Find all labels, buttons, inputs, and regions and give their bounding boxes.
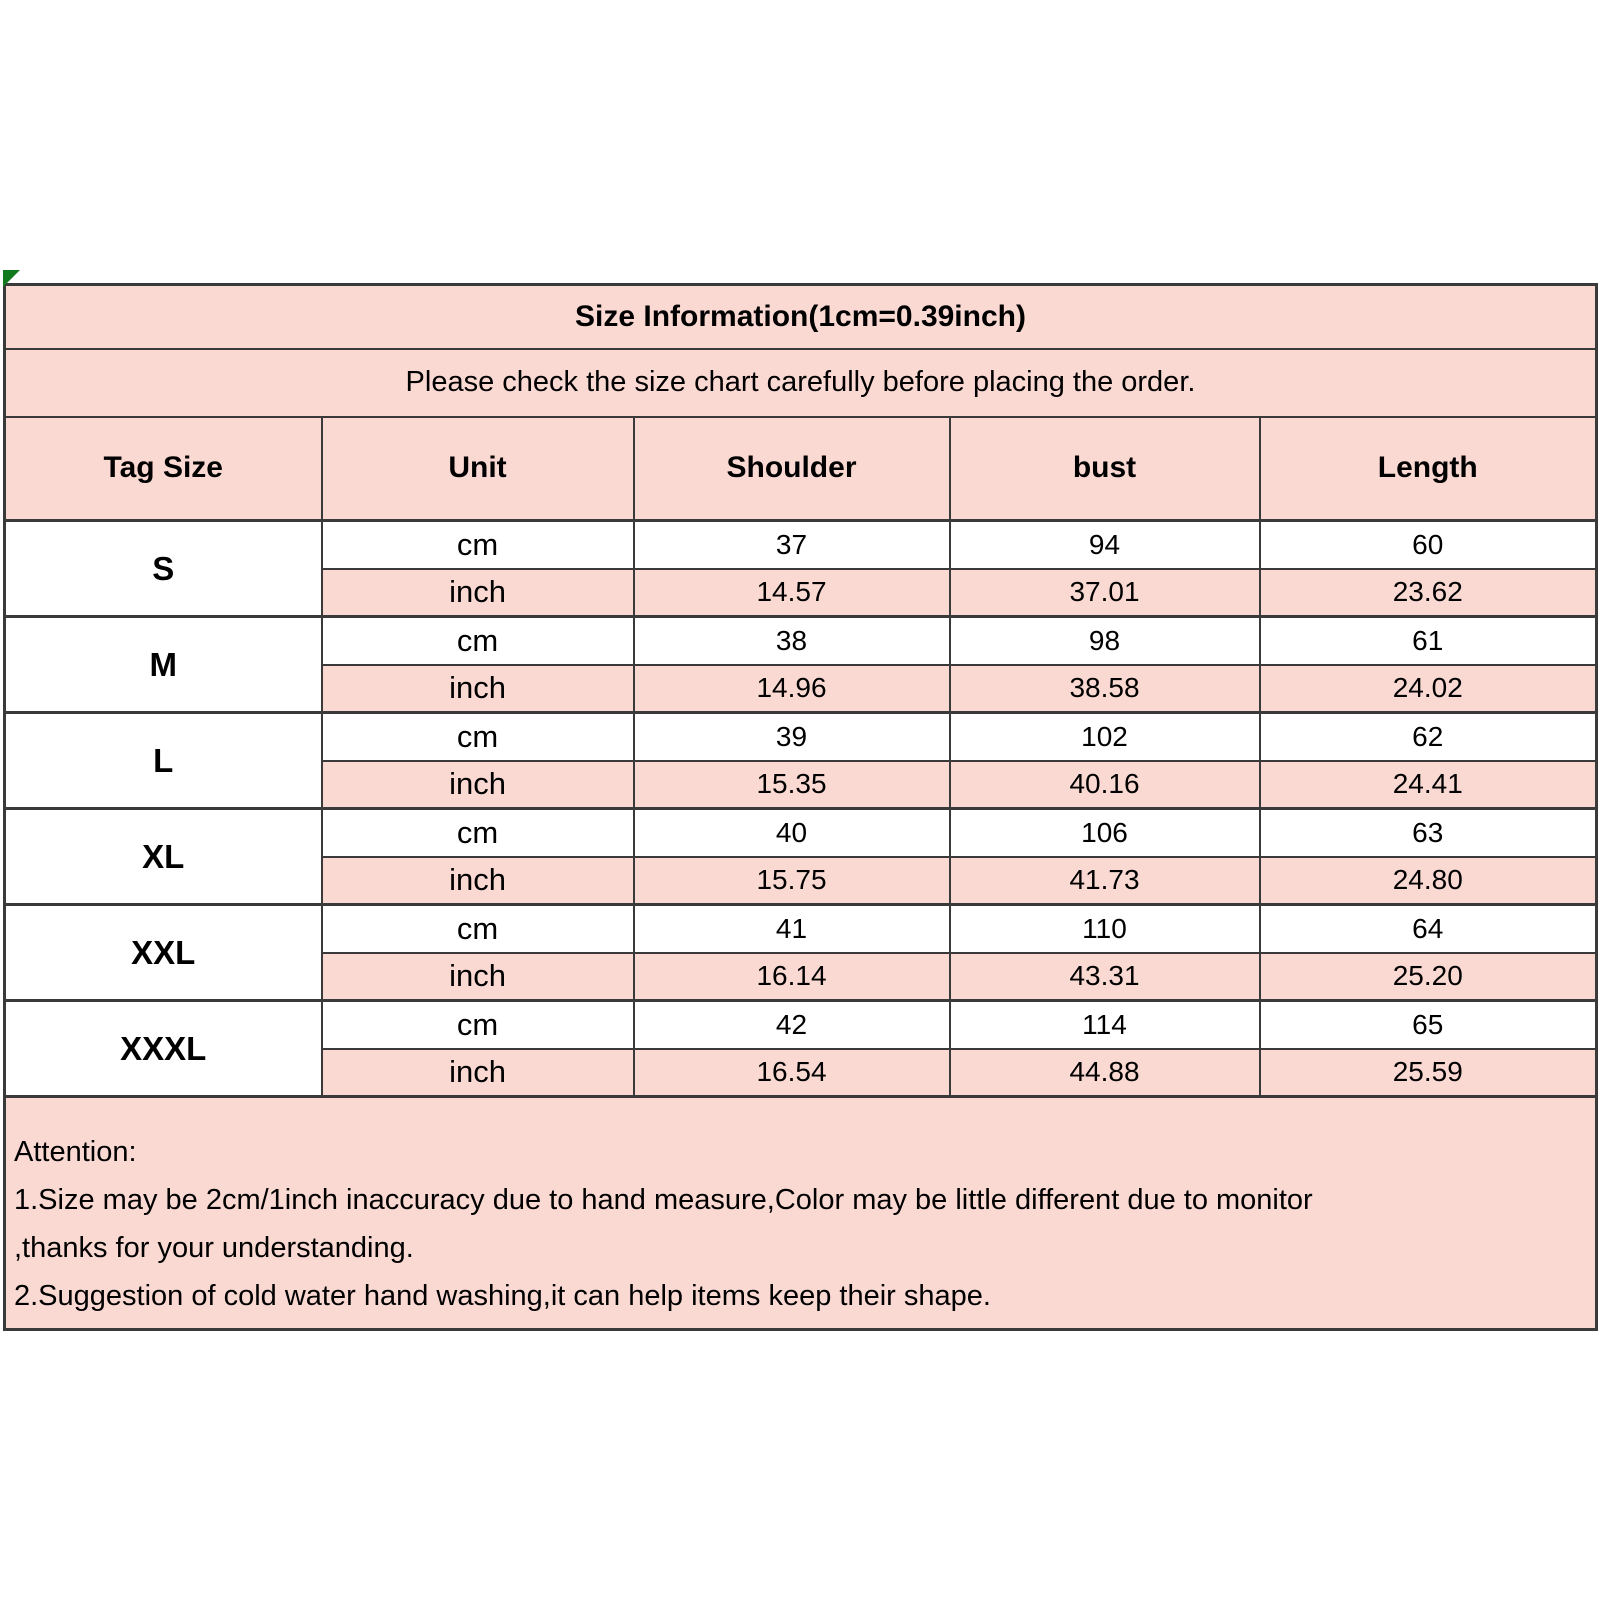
measurement-cell: 40: [634, 809, 950, 857]
unit-cell: cm: [322, 521, 634, 569]
measurement-cell: 37.01: [950, 569, 1260, 617]
measurement-cell: 24.80: [1260, 857, 1597, 905]
measurement-cell: 38.58: [950, 665, 1260, 713]
measurement-cell: 64: [1260, 905, 1597, 953]
measurement-cell: 16.54: [634, 1049, 950, 1097]
measurement-cell: 15.35: [634, 761, 950, 809]
unit-cell: cm: [322, 905, 634, 953]
measurement-cell: 63: [1260, 809, 1597, 857]
column-header-unit: Unit: [322, 417, 634, 521]
size-label: L: [5, 713, 322, 809]
size-table: [3, 283, 1598, 1331]
measurement-cell: 16.14: [634, 953, 950, 1001]
unit-cell: inch: [322, 857, 634, 905]
size-label: XXL: [5, 905, 322, 1001]
measurement-cell: 102: [950, 713, 1260, 761]
measurement-cell: 25.59: [1260, 1049, 1597, 1097]
unit-cell: cm: [322, 617, 634, 665]
measurement-cell: 38: [634, 617, 950, 665]
unit-cell: cm: [322, 1001, 634, 1049]
measurement-cell: 94: [950, 521, 1260, 569]
measurement-cell: 43.31: [950, 953, 1260, 1001]
measurement-cell: 65: [1260, 1001, 1597, 1049]
column-header-shoulder: Shoulder: [634, 417, 950, 521]
excel-corner-marker-icon: [3, 270, 20, 287]
attention-heading: Attention:: [14, 1136, 137, 1168]
measurement-cell: 110: [950, 905, 1260, 953]
measurement-cell: 14.96: [634, 665, 950, 713]
unit-cell: inch: [322, 953, 634, 1001]
measurement-cell: 15.75: [634, 857, 950, 905]
unit-cell: inch: [322, 1049, 634, 1097]
measurement-cell: 41.73: [950, 857, 1260, 905]
measurement-cell: 24.41: [1260, 761, 1597, 809]
column-header-length: Length: [1260, 417, 1597, 521]
unit-cell: cm: [322, 713, 634, 761]
table-subtitle: Please check the size chart carefully before placing the order.: [5, 349, 1597, 417]
measurement-cell: 39: [634, 713, 950, 761]
attention-line-1: 1.Size may be 2cm/1inch inaccuracy due to hand measure,Color may be little different due to monitor: [14, 1184, 1313, 1216]
measurement-cell: 40.16: [950, 761, 1260, 809]
measurement-cell: 37: [634, 521, 950, 569]
attention-line-2: ,thanks for your understanding.: [14, 1232, 414, 1264]
unit-cell: cm: [322, 809, 634, 857]
size-chart-sheet: [3, 283, 1598, 1312]
attention-note: [5, 1097, 1597, 1330]
size-label: M: [5, 617, 322, 713]
measurement-cell: 61: [1260, 617, 1597, 665]
column-header-bust: bust: [950, 417, 1260, 521]
attention-line-3: 2.Suggestion of cold water hand washing,it can help items keep their shape.: [14, 1280, 991, 1312]
size-label: S: [5, 521, 322, 617]
measurement-cell: 44.88: [950, 1049, 1260, 1097]
table-title: Size Information(1cm=0.39inch): [5, 285, 1597, 349]
measurement-cell: 106: [950, 809, 1260, 857]
measurement-cell: 14.57: [634, 569, 950, 617]
measurement-cell: 23.62: [1260, 569, 1597, 617]
measurement-cell: 114: [950, 1001, 1260, 1049]
unit-cell: inch: [322, 569, 634, 617]
unit-cell: inch: [322, 761, 634, 809]
measurement-cell: 62: [1260, 713, 1597, 761]
measurement-cell: 60: [1260, 521, 1597, 569]
measurement-cell: 98: [950, 617, 1260, 665]
measurement-cell: 25.20: [1260, 953, 1597, 1001]
measurement-cell: 24.02: [1260, 665, 1597, 713]
size-label: XL: [5, 809, 322, 905]
unit-cell: inch: [322, 665, 634, 713]
column-header-tag-size: Tag Size: [5, 417, 322, 521]
measurement-cell: 42: [634, 1001, 950, 1049]
size-label: XXXL: [5, 1001, 322, 1097]
measurement-cell: 41: [634, 905, 950, 953]
